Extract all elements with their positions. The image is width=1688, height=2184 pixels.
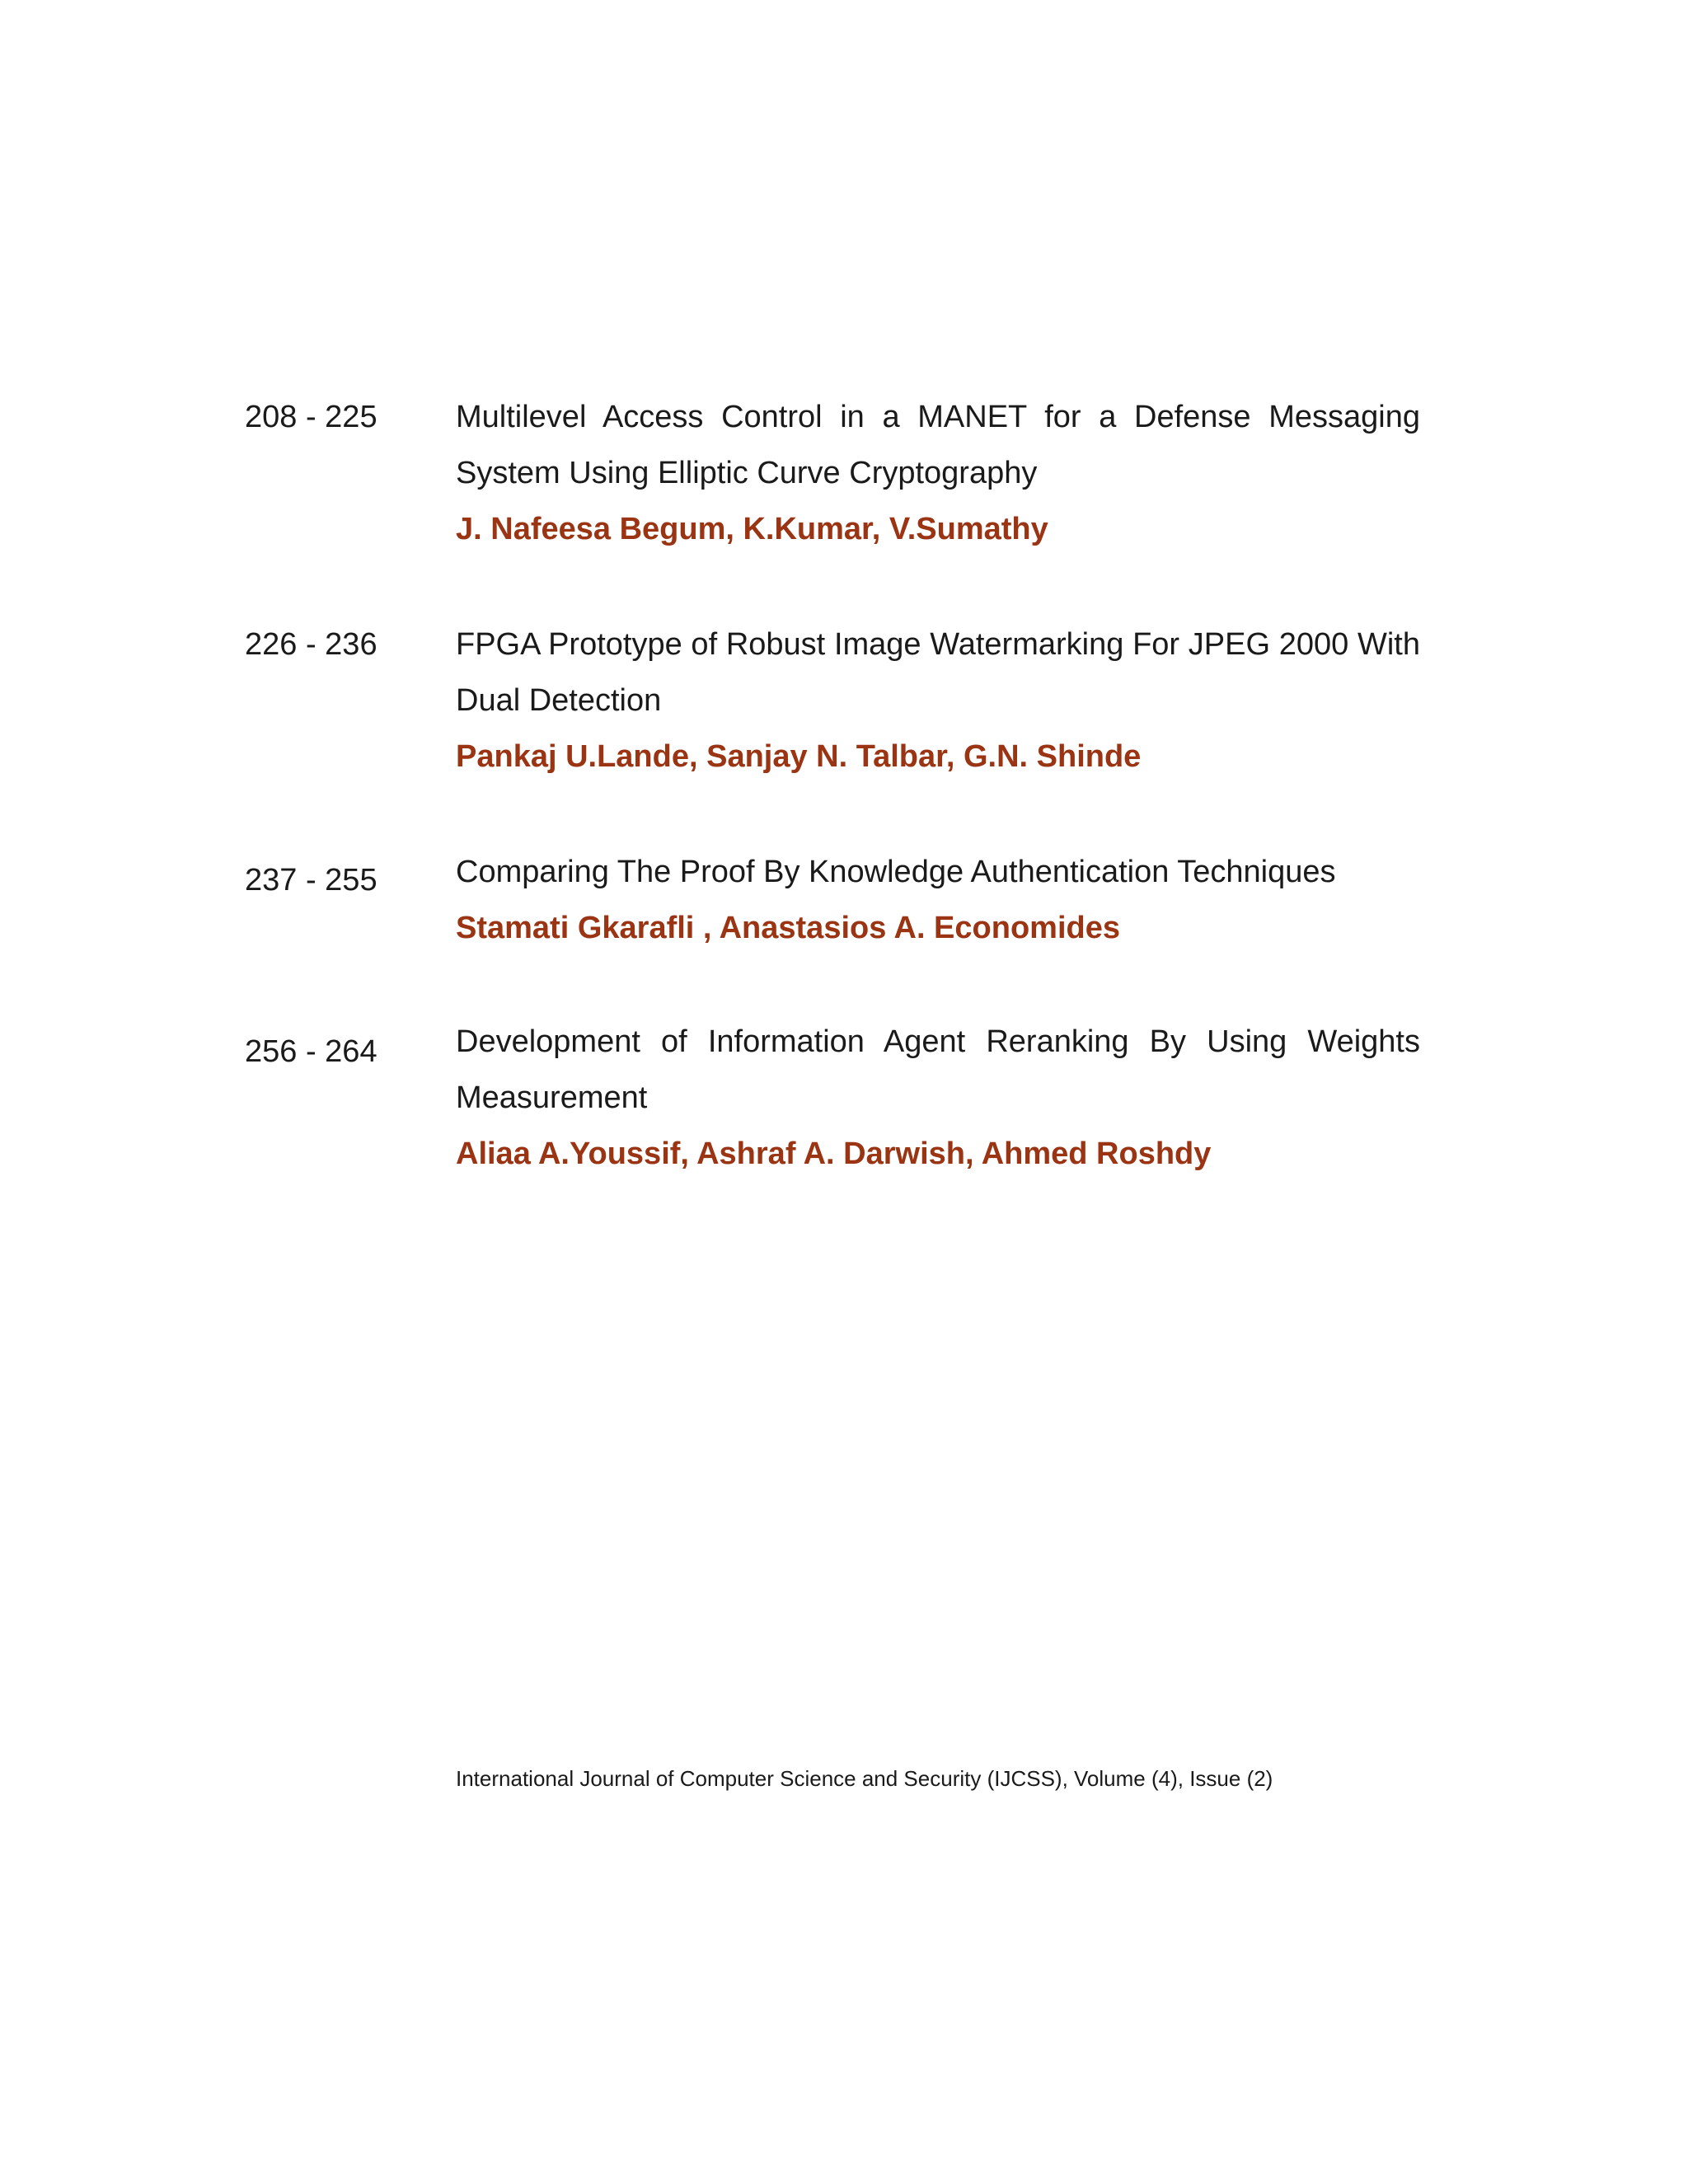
page-range: 208 - 225: [245, 400, 377, 434]
journal-footer: International Journal of Computer Science and Security (IJCSS), Volume (4), Issue (2): [456, 1766, 1273, 1791]
paper-title: FPGA Prototype of Robust Image Watermarking For JPEG 2000 With Dual Detection: [456, 627, 1420, 718]
page-range: 256 - 264: [245, 1034, 377, 1069]
paper-authors: Aliaa A.Youssif, Ashraf A. Darwish, Ahmed Roshdy: [456, 1137, 1212, 1171]
paper-authors: J. Nafeesa Begum, K.Kumar, V.Sumathy: [456, 512, 1048, 546]
paper-title: Development of Information Agent Reranking By Using Weights Measurement: [456, 1024, 1420, 1115]
paper-title: Comparing The Proof By Knowledge Authentication Techniques: [456, 855, 1336, 889]
entry-content: [456, 1014, 1420, 1182]
paper-authors: Pankaj U.Lande, Sanjay N. Talbar, G.N. Shinde: [456, 739, 1142, 774]
page-range: 237 - 255: [245, 863, 377, 898]
paper-title: Multilevel Access Control in a MANET for a Defense Messaging System Using Elliptic Curve Cryptography: [456, 400, 1420, 490]
paper-authors: Stamati Gkarafli , Anastasios A. Economides: [456, 911, 1120, 945]
entry-content: [456, 844, 1420, 956]
entry-content: [456, 389, 1420, 557]
entry-content: [456, 616, 1420, 785]
page-range: 226 - 236: [245, 627, 377, 662]
